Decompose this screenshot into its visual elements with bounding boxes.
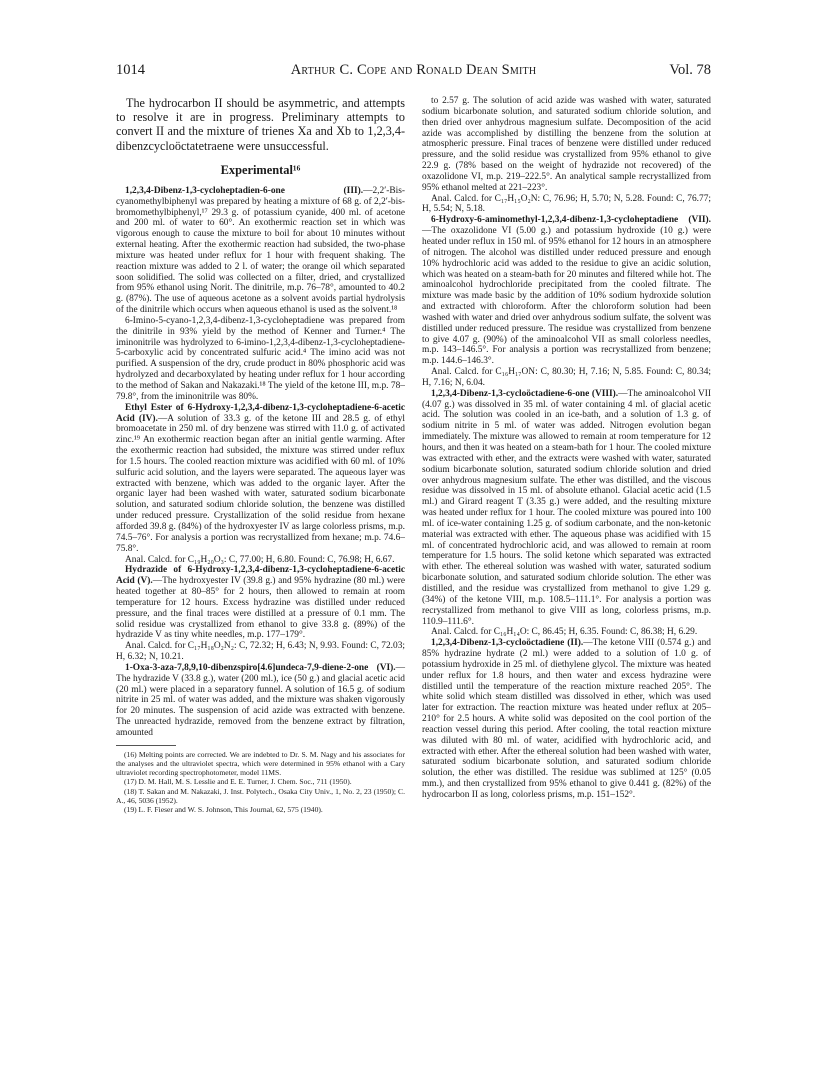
running-title: Arthur C. Cope and Ronald Dean Smith [290,62,537,78]
paragraph-text: —The aminoalcohol VII (4.07 g.) was dissolved in 35 ml. of water containing 4 ml. of glacial acetic acid. The solution was cooled in an ice-bath, and a solution of 1.3 g. of sodium nitrite in 5 ml. of water was added. Nitrogen evolution began immediately. The mixture was allowed to remain at room temperature for 12 hours, and then it was heated on a steam-bath for 1 hour. The cooled mixture was extracted with ether, and the extracts were washed with water, saturated sodium bicarbonate solution, saturated sodium chloride solution and dried over anhydrous magnesium sulfate. The ether was distilled, and the viscous residue was dissolved in 15 ml. of absolute ethanol. Glacial acetic acid (1.5 ml.) and Girard reagent T (3.35 g.) were added, and the resulting mixture was heated under reflux for 1 hour. The cooled mixture was poured into 100 ml. of ice-water containing 1.25 g. of sodium carbonate, and the non-ketonic material was extracted with ether. The aqueous phase was acidified with 15 ml. of concentrated hydrochloric acid, and was allowed to remain at room temperature for 1.5 hours. The solid ketone which separated was extracted with ether. The ethereal solution was washed with water, saturated sodium bicarbonate solution, and saturated sodium chloride solution. The ether was distilled, and the residue was crystallized from methanol to give 1.29 g. (34%) of the ketone VIII, m.p. 108.5–111.1°. For analysis a portion was recrystallized from methanol to give VIII as long, colorless prisms, m.p. 110.9–111.6°. [422,388,711,627]
compound-paragraph [116,663,405,739]
paragraph-text: —A solution of 33.3 g. of the ketone III and 28.5 g. of ethyl bromoacetate in 250 ml. of dry benzene was stirred with 11.0 g. of activated zinc.¹⁹ An exothermic reaction began after an initial gentle warming. After the exothermic reaction had subsided, the mixture was stirred under reflux for 1.5 hours. The cooled reaction mixture was acidified with 60 ml. of 10% sulfuric acid solution, and the layers were separated. The aqueous layer was extracted with benzene, which was added to the organic layer. After the organic layer had been washed with water, saturated sodium bicarbonate solution, and saturated sodium chloride solution, the benzene was distilled under reduced pressure. Crystallization of the solid residue from hexane afforded 39.8 g. (84%) of the hydroxyester IV as large colorless prisms, m.p. 74.5–76°. For analysis a portion was recrystallized from hexane; m.p. 74.6–75.8°. [116,413,405,554]
left-paragraphs [116,186,405,739]
footnote: (16) Melting points are corrected. We are indebted to Dr. S. M. Nagy and his associates for the analyses and the ultraviolet spectra, which were determined in 95% ethanol with a Cary ultraviolet recording spectrophotometer, model 11MS. [116,749,405,778]
footnote-rule [116,745,176,746]
footnote: (18) T. Sakan and M. Nakazaki, J. Inst. Polytech., Osaka City Univ., 1, No. 2, 23 (1950); C. A., 46, 5036 (1952). [116,786,405,805]
paragraph-text: —The hydrazide V (33.8 g.), water (200 ml.), ice (50 g.) and glacial acetic acid (20 ml.) were placed in a separatory funnel. A solution of 16.5 g. of sodium nitrite in 25 ml. of water was added, and the mixture was shaken vigorously for 20 minutes. The suspension of acid azide was extracted with benzene. The unreacted hydrazide, removed from the benzene extract by filtration, amounted [116,662,405,738]
paragraph-text: Anal. Calcd. for C₁₆H₁₄O: C, 86.45; H, 6.35. Found: C, 86.38; H, 6.29. [431,627,698,638]
compound-heading: 1,2,3,4-Dibenz-1,3-cycloöctadiene (II). [431,638,584,649]
right-paragraphs [422,96,711,801]
compound-paragraph [422,638,711,801]
compound-heading: 1-Oxa-3-aza-7,8,9,10-dibenzspiro[4.6]undeca-7,9-diene-2-one (VI). [125,662,396,673]
page-number: 1014 [116,62,145,78]
compound-paragraph [422,215,711,367]
volume-label: Vol. 78 [669,62,711,78]
body-paragraph [116,316,405,403]
compound-paragraph [116,186,405,316]
footnotes [116,750,405,814]
body-paragraph [422,627,711,638]
paragraph-text: —The ketone VIII (0.574 g.) and 85% hydrazine hydrate (2 ml.) were added to a solution of 1.0 g. of potassium hydroxide in 25 ml. of diethylene glycol. The mixture was heated under reflux for 1.8 hours, and then water and excess hydrazine were distilled until the temperature of the reaction mixture reached 205°. The white solid which steam distilled was dissolved in ether, which was used later for extraction. The reaction mixture was heated under reflux at 205–210° for 2.5 hours. A white solid was deposited on the cool portion of the reaction vessel during this period. After cooling, the total reaction mixture was diluted with 80 ml. of water, acidified with hydrochloric acid, and extracted with ether. After the ethereal solution had been washed with water, saturated sodium bicarbonate solution, and saturated sodium chloride solution, the ether was distilled. The residue was sublimed at 125° (0.05 mm.), and then crystallized from 95% ethanol to give 0.441 g. (82%) of the hydrocarbon II as long, colorless prisms, m.p. 151–152°. [422,638,711,800]
running-header [116,62,711,82]
compound-heading: 1,2,3,4-Dibenz-1,3-cycloöctadiene-6-one (VIII). [431,388,619,399]
compound-paragraph [422,389,711,628]
paragraph-text: Anal. Calcd. for C₁₆H₁₇ON: C, 80.30; H, 7.16; N, 5.85. Found: C, 80.34; H, 7.16; N, 6.04. [422,367,711,388]
body-paragraph [116,555,405,566]
body-paragraph [422,367,711,389]
body-paragraph [116,641,405,663]
paragraph-text: to 2.57 g. The solution of acid azide was washed with water, saturated sodium bicarbonate solution, and saturated sodium chloride solution, and then dried over anhydrous magnesium sulfate. Decomposition of the acid azide was accomplished by distilling the benzene from the solution at atmospheric pressure. Final traces of benzene were distilled under reduced pressure, and the solid residue was crystallized from 95% ethanol to give 22.9 g. (78% based on the weight of hydrazide not recovered) of the oxazolidone VI, m.p. 219–222.5°. An analytical sample recrystallized from 95% ethanol melted at 221–223°. [422,96,711,193]
left-column [116,96,405,814]
paragraph-text: Anal. Calcd. for C₁₉H₂₀O₃: C, 77.00; H, 6.80. Found: C, 76.98; H, 6.67. [125,554,395,565]
compound-heading: 6-Hydroxy-6-aminomethyl-1,2,3,4-dibenz-1,3-cycloheptadiene (VII). [431,215,711,226]
intro-paragraph: The hydrocarbon II should be asymmetric, and attempts to resolve it are in progress. Preliminary attempts to convert II and the mixture of trienes Xa and Xb to 1,2,3,4-dibenzcycloöctatetraene were unsuccessful. [116,96,405,153]
body-paragraph [422,194,711,216]
compound-paragraph [116,403,405,555]
paragraph-text: 6-Imino-5-cyano-1,2,3,4-dibenz-1,3-cycloheptadiene was prepared from the dinitrile in 93% yield by the method of Kenner and Turner.⁴ The iminonitrile was hydrolyzed to 6-imino-1,2,3,4-dibenz-1,3-cycloheptadiene-5-carboxylic acid by concentrated sulfuric acid.⁴ The imino acid was not purified. A suspension of the dry, crude product in 80% phosphoric acid was hydrolyzed and decarboxylated by heating under reflux for 1 hour according to the method of Sakan and Nakazaki.¹⁸ The yield of the ketone III, m.p. 78–79.8°, from the iminonitrile was 80%. [116,315,405,402]
footnote: (19) L. F. Fieser and W. S. Johnson, This Journal, 62, 575 (1940). [124,805,323,815]
paragraph-text: Anal. Calcd. for C₁₇H₁₈O₂N₂: C, 72.32; H, 6.43; N, 9.93. Found: C, 72.03; H, 6.32; N, 10.21. [116,641,405,663]
body-paragraph [422,96,711,194]
paragraph-text: Anal. Calcd. for C₁₇H₁₅O₂N: C, 76.96; H, 5.70; N, 5.28. Found: C, 76.77; H, 5.54; N, 5.18. [422,193,711,215]
footnote: (17) D. M. Hall, M. S. Lesslie and E. E. Turner, J. Chem. Soc., 711 (1950). [124,777,352,787]
compound-heading: 1,2,3,4-Dibenz-1,3-cycloheptadien-6-one (III). [125,185,364,196]
compound-heading: Hydrazide of 6-Hydroxy-1,2,3,4-dibenz-1,3-cycloheptadiene-6-acetic Acid (V). [116,565,405,587]
right-column [422,96,711,801]
compound-heading: Ethyl Ester of 6-Hydroxy-1,2,3,4-dibenz-1,3-cycloheptadiene-6-acetic Acid (IV). [116,402,405,424]
paragraph-text: —2,2′-Bis-cyanomethylbiphenyl was prepared by heating a mixture of 68 g. of 2,2′-bis-bromomethylbiphenyl,¹⁷ 29.3 g. of potassium cyanide, 400 ml. of acetone and 200 ml. of water to 60°. An exothermic reaction set in which was vigorous enough to cause the mixture to boil for about 10 minutes without external heating. After the exothermic reaction had subsided, the two-phase mixture was heated under reflux for 1 hour with frequent shaking. The reaction mixture was added to 2 l. of water; the orange oil which separated soon solidified. The solid was collected on a filter, dried, and crystallized from 95% ethanol using Norit. The dinitrile, m.p. 76–78°, amounted to 40.2 g. (87%). The use of aqueous acetone as a solvent avoids partial hydrolysis of the dinitrile which occurs when aqueous ethanol is used as the solvent.¹⁸ [116,185,405,316]
section-heading: Experimental¹⁶ [220,162,301,177]
compound-paragraph [116,565,405,641]
paragraph-text: —The oxazolidone VI (5.00 g.) and potassium hydroxide (10 g.) were heated under reflux in 150 ml. of 95% ethanol for 12 hours in an atmosphere of nitrogen. The alcohol was distilled under reduced pressure and enough 10% hydrochloric acid was added to the residue to give an acidic solution, which was heated on a steam-bath for 20 minutes and filtered while hot. The aminoalcohol hydrochloride precipitated from the cooled filtrate. The mixture was made basic by the addition of 10% sodium hydroxide solution and extracted with chloroform. After the chloroform solution had been washed with water and dried over anhydrous sodium sulfate, the solvent was distilled under reduced pressure. The residue was crystallized from benzene to give 4.07 g. (90%) of the aminoalcohol VII as small colorless needles, m.p. 143–146.5°. For analysis a portion was recrystallized from benzene; m.p. 144.6–146.3°. [422,226,711,367]
paragraph-text: —The hydroxyester IV (39.8 g.) and 95% hydrazine (80 ml.) were heated together at 80–85° for 2 hours, then allowed to remain at room temperature for 12 hours. Excess hydrazine was distilled under reduced pressure, and the final traces were distilled at a pressure of 0.1 mm. The solid residue was crystallized from ethanol to give 33.8 g. (89%) of the hydrazide V as tiny white needles, m.p. 177–179°. [116,576,405,641]
